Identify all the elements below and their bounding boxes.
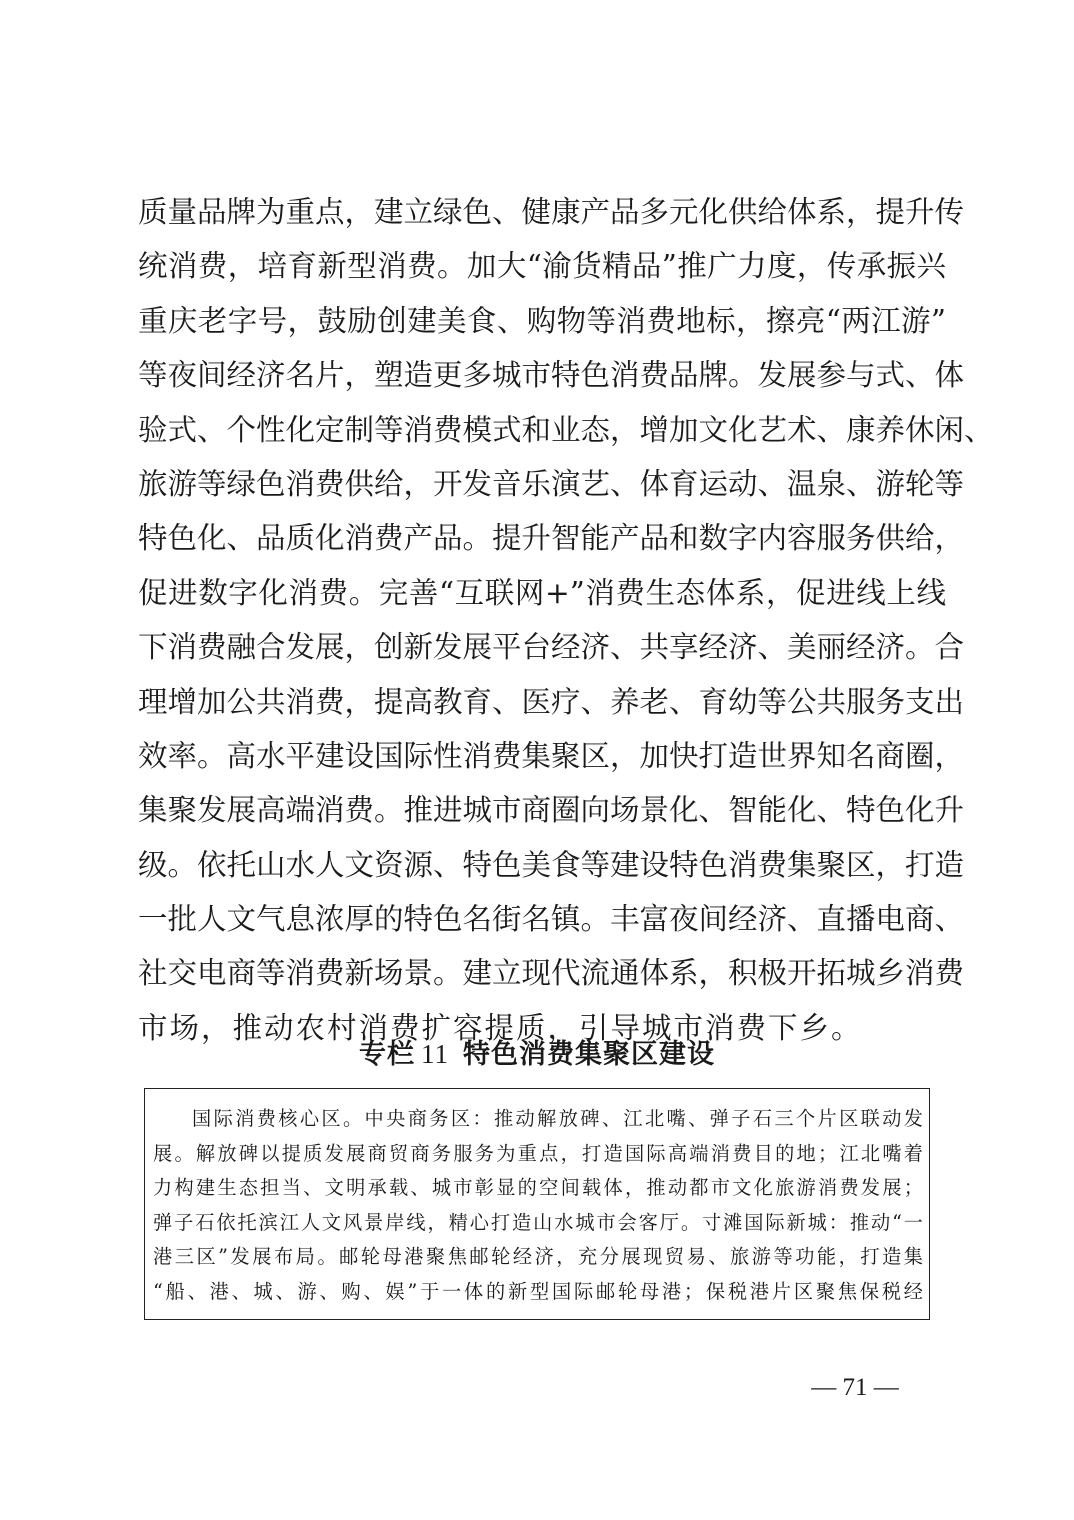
body-line: 市场，推动农村消费扩容提质，引导城市消费下乡。 [138, 1010, 863, 1045]
column-line: “船、港、城、游、购、娱”于一体的新型国际邮轮母港；保税港片区聚焦保税经 [153, 1279, 923, 1303]
column-name: 特色消费集聚区建设 [463, 1039, 715, 1070]
body-line: 下消费融合发展，创新发展平台经济、共享经济、美丽经济。合 [138, 630, 965, 665]
body-line: 统消费，培育新型消费。加大“渝货精品”推广力度，传承振兴 [138, 249, 946, 284]
body-line: 验式、个性化定制等消费模式和业态，增加文化艺术、康养休闲、 [138, 412, 994, 447]
column-text [153, 1102, 923, 1310]
body-line: 旅游等绿色消费供给，开发音乐演艺、体育运动、温泉、游轮等 [138, 466, 965, 501]
column-line: 展。解放碑以提质发展商贸商务服务为重点，打造国际高端消费目的地；江北嘴着 [153, 1141, 923, 1165]
body-line: 质量品牌为重点，建立绿色、健康产品多元化供给体系，提升传 [138, 195, 965, 229]
column-number: 11 [421, 1039, 449, 1069]
body-line: 一批人文气息浓厚的特色名街名镇。丰富夜间经济、直播电商、 [138, 902, 965, 937]
body-line: 促进数字化消费。完善“互联网+”消费生态体系，促进线上线 [138, 575, 946, 610]
body-line: 集聚发展高端消费。推进城市商圈向场景化、智能化、特色化升 [138, 793, 965, 828]
body-line: 重庆老字号，鼓励创建美食、购物等消费地标，擦亮“两江游” [138, 303, 946, 338]
column-line: 弹子石依托滨江人文风景岸线，精心打造山水城市会客厅。寸滩国际新城：推动“一 [153, 1210, 923, 1234]
column-line: 国际消费核心区。中央商务区：推动解放碑、江北嘴、弹子石三个片区联动发 [192, 1107, 923, 1130]
column-box [144, 1088, 930, 1320]
body-line: 特色化、品质化消费产品。提升智能产品和数字内容服务供给， [138, 521, 965, 556]
column-label: 专栏 [359, 1039, 415, 1070]
column-line: 港三区”发展布局。邮轮母港聚焦邮轮经济，充分展现贸易、旅游等功能，打造集 [153, 1245, 923, 1269]
body-line: 社交电商等消费新场景。建立现代流通体系，积极开拓城乡消费 [138, 956, 965, 991]
column-title [0, 1034, 1074, 1075]
page-number: — 71 — [811, 1374, 899, 1401]
column-line: 力构建生态担当、文明承载、城市彰显的空间载体，推动都市文化旅游消费发展； [153, 1176, 923, 1200]
body-line: 理增加公共消费，提高教育、医疗、养老、育幼等公共服务支出 [138, 684, 965, 719]
body-paragraph [138, 185, 994, 1055]
body-line: 级。依托山水人文资源、特色美食等建设特色消费集聚区，打造 [138, 847, 965, 882]
body-line: 效率。高水平建设国际性消费集聚区，加快打造世界知名商圈， [138, 738, 965, 773]
body-line: 等夜间经济名片，塑造更多城市特色消费品牌。发展参与式、体 [138, 358, 965, 393]
